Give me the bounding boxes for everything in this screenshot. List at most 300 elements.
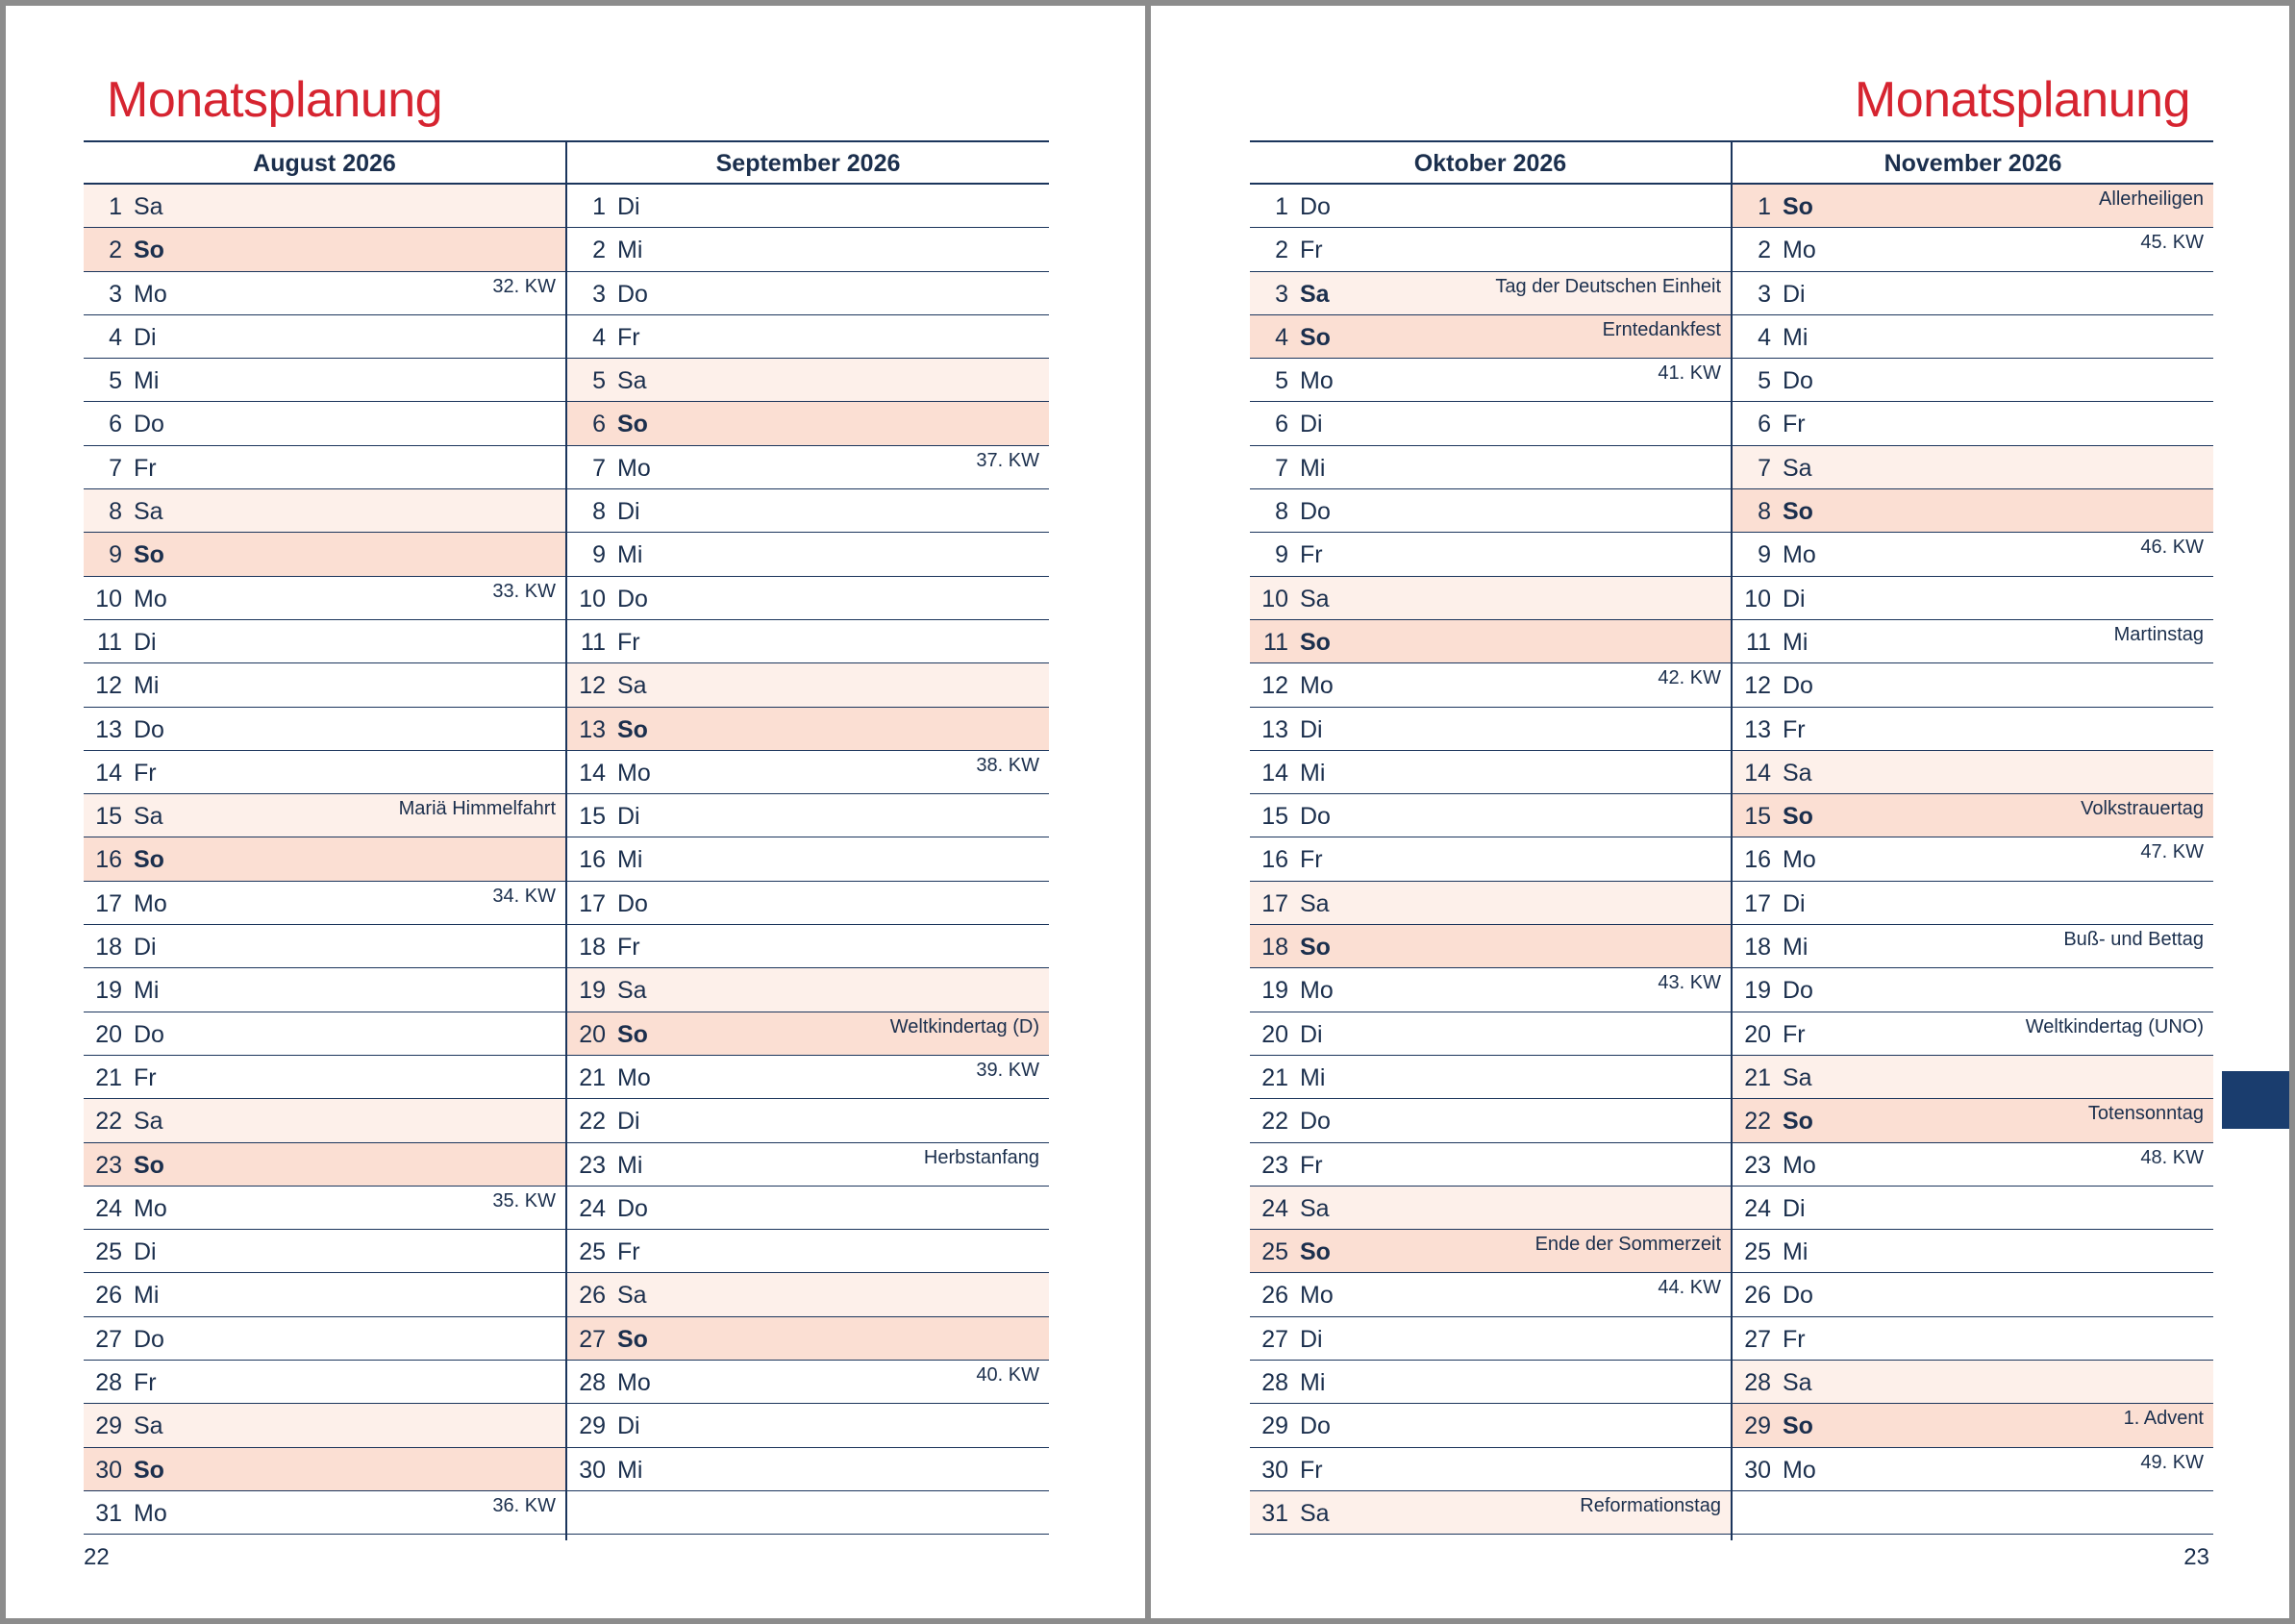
day-number: 16 (95, 846, 122, 874)
calendar-week-label: 46. KW (2140, 537, 2204, 559)
day-row[interactable] (567, 446, 1049, 489)
weekday-label: Fr (1783, 1020, 1806, 1048)
day-row[interactable] (1733, 620, 2213, 663)
day-row[interactable] (84, 1273, 565, 1316)
day-row[interactable] (84, 1187, 565, 1230)
day-row[interactable] (1250, 228, 1731, 271)
day-row[interactable] (1733, 446, 2213, 489)
day-row[interactable] (1733, 1056, 2213, 1099)
day-row[interactable] (84, 1491, 565, 1535)
day-row[interactable] (84, 1056, 565, 1099)
day-number: 17 (1744, 889, 1771, 917)
day-row[interactable] (84, 882, 565, 925)
calendar-week-label: 45. KW (2140, 232, 2204, 254)
weekday-label: Mo (617, 1369, 651, 1397)
day-row[interactable] (567, 925, 1049, 968)
weekday-label: Mo (1783, 237, 1816, 264)
weekday-label: Sa (1783, 759, 1812, 787)
day-number: 29 (1744, 1412, 1771, 1440)
calendar-week-label: 32. KW (492, 275, 556, 297)
day-number: 28 (579, 1369, 606, 1397)
day-row[interactable] (1250, 272, 1731, 315)
day-row[interactable] (567, 1187, 1049, 1230)
weekday-label: Sa (1783, 454, 1812, 482)
weekday-label: So (617, 1020, 648, 1048)
day-row[interactable] (1733, 315, 2213, 359)
month-column (84, 140, 565, 1540)
day-row[interactable] (1733, 882, 2213, 925)
weekday-label: Do (617, 280, 648, 308)
day-row[interactable] (1733, 1187, 2213, 1230)
weekday-label: Mi (1300, 454, 1326, 482)
calendar-week-label: 39. KW (976, 1059, 1039, 1081)
day-row[interactable] (1250, 1317, 1731, 1361)
weekday-label: So (1783, 1412, 1813, 1440)
day-number: 30 (95, 1456, 122, 1484)
weekday-label: Di (1300, 715, 1323, 743)
day-number: 1 (1275, 193, 1288, 220)
day-row[interactable] (1250, 1056, 1731, 1099)
page-number: 22 (84, 1544, 110, 1570)
holiday-label: Weltkindertag (UNO) (2025, 1015, 2204, 1037)
day-row[interactable] (84, 359, 565, 402)
day-row[interactable] (84, 751, 565, 794)
weekday-label: Mi (134, 367, 160, 395)
weekday-label: Di (1300, 1325, 1323, 1353)
weekday-label: Sa (1300, 889, 1330, 917)
weekday-label: Mo (1300, 1282, 1334, 1310)
weekday-label: Mi (1783, 934, 1809, 962)
weekday-label: Mi (1783, 628, 1809, 656)
day-row[interactable] (1250, 315, 1731, 359)
day-row[interactable] (567, 185, 1049, 228)
day-number: 27 (1744, 1325, 1771, 1353)
day-number: 7 (1758, 454, 1771, 482)
day-number: 30 (1261, 1456, 1288, 1484)
weekday-label: Fr (134, 1369, 157, 1397)
day-row[interactable] (567, 751, 1049, 794)
day-row[interactable] (1250, 968, 1731, 1012)
weekday-label: So (1300, 934, 1331, 962)
day-row[interactable] (1733, 1099, 2213, 1142)
calendar-week-label: 40. KW (976, 1364, 1039, 1387)
weekday-label: Di (1300, 411, 1323, 438)
weekday-label: Di (1300, 1020, 1323, 1048)
day-row[interactable] (1733, 968, 2213, 1012)
day-row[interactable] (1250, 620, 1731, 663)
day-row[interactable] (1733, 1273, 2213, 1316)
day-row[interactable] (567, 968, 1049, 1012)
day-number: 6 (1758, 411, 1771, 438)
day-row[interactable] (1733, 794, 2213, 837)
day-number: 18 (1744, 934, 1771, 962)
day-row[interactable] (1733, 185, 2213, 228)
day-row[interactable] (567, 1099, 1049, 1142)
weekday-label: Do (617, 889, 648, 917)
page-number: 23 (2183, 1544, 2209, 1570)
day-row[interactable] (84, 708, 565, 751)
page-title: Monatsplanung (1854, 72, 2190, 128)
holiday-label: Totensonntag (2087, 1103, 2204, 1125)
day-row[interactable] (1250, 751, 1731, 794)
weekday-label: Fr (1783, 715, 1806, 743)
day-row[interactable] (84, 1099, 565, 1142)
holiday-label: Mariä Himmelfahrt (398, 798, 556, 820)
day-row[interactable] (1250, 577, 1731, 620)
day-number: 21 (1261, 1063, 1288, 1091)
calendar-week-label: 47. KW (2140, 841, 2204, 863)
day-row[interactable] (84, 185, 565, 228)
weekday-label: Di (617, 1412, 640, 1440)
month-header: August 2026 (84, 142, 565, 185)
day-number: 21 (579, 1063, 606, 1091)
weekday-label: Mi (1783, 323, 1809, 351)
day-row[interactable] (567, 1273, 1049, 1316)
day-number: 2 (109, 237, 122, 264)
weekday-label: Sa (617, 672, 647, 700)
holiday-label: Herbstanfang (923, 1146, 1039, 1168)
day-number: 30 (579, 1456, 606, 1484)
weekday-label: Mo (1783, 1151, 1816, 1179)
weekday-label: So (134, 541, 164, 569)
day-number: 6 (1275, 411, 1288, 438)
weekday-label: So (617, 411, 648, 438)
day-row[interactable] (84, 1317, 565, 1361)
weekday-label: Di (134, 934, 157, 962)
holiday-label: Allerheiligen (2099, 188, 2204, 210)
day-number: 6 (592, 411, 606, 438)
day-row[interactable] (1733, 533, 2213, 576)
day-row[interactable] (84, 315, 565, 359)
day-number: 5 (109, 367, 122, 395)
day-row[interactable] (1733, 489, 2213, 533)
weekday-label: Fr (1300, 846, 1323, 874)
day-row[interactable] (1250, 837, 1731, 881)
calendar-grid (84, 140, 1049, 1540)
weekday-label: Sa (1783, 1369, 1812, 1397)
day-row[interactable] (1733, 663, 2213, 707)
holiday-label: Ende der Sommerzeit (1534, 1234, 1721, 1256)
day-row[interactable] (84, 1361, 565, 1404)
calendar-week-label: 48. KW (2140, 1146, 2204, 1168)
day-row[interactable] (84, 968, 565, 1012)
day-number: 2 (592, 237, 606, 264)
day-row[interactable] (567, 663, 1049, 707)
day-row[interactable] (567, 620, 1049, 663)
day-number: 16 (1261, 846, 1288, 874)
day-row[interactable] (84, 620, 565, 663)
day-number: 19 (95, 977, 122, 1005)
day-number: 11 (97, 628, 122, 656)
day-row[interactable] (567, 1404, 1049, 1447)
weekday-label: So (1300, 628, 1331, 656)
day-number: 4 (1758, 323, 1771, 351)
day-row[interactable] (1250, 1099, 1731, 1142)
day-number: 10 (1261, 585, 1288, 612)
day-row[interactable] (567, 1361, 1049, 1404)
weekday-label: Mo (1300, 672, 1334, 700)
day-number: 21 (1744, 1063, 1771, 1091)
day-row[interactable] (1733, 1404, 2213, 1447)
weekday-label: So (617, 715, 648, 743)
day-number: 11 (1263, 628, 1288, 656)
day-number: 15 (1261, 803, 1288, 831)
day-row[interactable] (1733, 1361, 2213, 1404)
day-row[interactable] (84, 1448, 565, 1491)
day-row[interactable] (84, 925, 565, 968)
day-row[interactable] (1250, 359, 1731, 402)
day-number: 5 (1275, 367, 1288, 395)
day-number: 7 (592, 454, 606, 482)
day-row[interactable] (567, 708, 1049, 751)
day-row[interactable] (1733, 1230, 2213, 1273)
day-row[interactable] (1250, 1491, 1731, 1535)
weekday-label: Di (1783, 585, 1806, 612)
calendar-week-label: 37. KW (976, 449, 1039, 471)
weekday-label: Mo (1300, 977, 1334, 1005)
day-row[interactable] (1733, 1317, 2213, 1361)
day-row[interactable] (1733, 228, 2213, 271)
holiday-label: Reformationstag (1580, 1494, 1721, 1516)
day-number: 16 (1744, 846, 1771, 874)
day-number: 26 (1261, 1282, 1288, 1310)
month-column (1250, 140, 1731, 1540)
weekday-label: Sa (1300, 1499, 1330, 1527)
day-number: 3 (1275, 280, 1288, 308)
day-number: 24 (1744, 1194, 1771, 1222)
holiday-label: Martinstag (2113, 623, 2204, 645)
calendar-week-label: 43. KW (1658, 972, 1721, 994)
day-row[interactable] (1733, 925, 2213, 968)
day-row[interactable] (567, 1230, 1049, 1273)
day-number: 26 (579, 1282, 606, 1310)
day-row[interactable] (567, 837, 1049, 881)
day-number: 2 (1758, 237, 1771, 264)
day-number: 12 (1261, 672, 1288, 700)
day-row[interactable] (567, 228, 1049, 271)
day-number: 18 (95, 934, 122, 962)
day-row[interactable] (567, 882, 1049, 925)
day-number: 29 (579, 1412, 606, 1440)
day-row[interactable] (1733, 359, 2213, 402)
day-row[interactable] (84, 489, 565, 533)
day-number: 15 (1744, 803, 1771, 831)
weekday-label: Mo (134, 280, 167, 308)
weekday-label: Fr (134, 759, 157, 787)
day-row[interactable] (567, 315, 1049, 359)
day-number: 28 (95, 1369, 122, 1397)
day-row[interactable] (567, 1317, 1049, 1361)
day-number: 4 (109, 323, 122, 351)
day-number: 1 (109, 193, 122, 220)
day-row[interactable] (567, 1012, 1049, 1056)
day-row[interactable] (567, 1143, 1049, 1187)
day-number: 9 (109, 541, 122, 569)
day-row[interactable] (84, 837, 565, 881)
day-row[interactable] (84, 1404, 565, 1447)
day-number: 20 (579, 1020, 606, 1048)
day-number: 26 (1744, 1282, 1771, 1310)
day-number: 30 (1744, 1456, 1771, 1484)
day-number: 8 (1275, 498, 1288, 526)
day-row[interactable] (1250, 446, 1731, 489)
day-row[interactable] (1250, 1187, 1731, 1230)
weekday-label: Mi (1300, 1369, 1326, 1397)
day-row[interactable] (84, 794, 565, 837)
day-row[interactable] (84, 446, 565, 489)
day-row[interactable] (1733, 837, 2213, 881)
day-row[interactable] (1250, 1448, 1731, 1491)
register-tab[interactable] (2222, 1071, 2289, 1129)
day-row[interactable] (1250, 663, 1731, 707)
day-row[interactable] (1250, 794, 1731, 837)
day-number: 10 (1744, 585, 1771, 612)
day-row[interactable] (1733, 708, 2213, 751)
day-row[interactable] (84, 272, 565, 315)
day-row[interactable] (567, 1448, 1049, 1491)
day-row[interactable] (1250, 882, 1731, 925)
day-number: 25 (95, 1238, 122, 1266)
weekday-label: Mi (1300, 1063, 1326, 1091)
day-row[interactable] (567, 794, 1049, 837)
weekday-label: So (1783, 498, 1813, 526)
day-row[interactable] (1250, 1273, 1731, 1316)
weekday-label: Di (617, 498, 640, 526)
weekday-label: Mi (617, 1456, 643, 1484)
day-number: 18 (579, 934, 606, 962)
day-row[interactable] (1733, 577, 2213, 620)
weekday-label: Do (1783, 1282, 1813, 1310)
day-number: 13 (95, 715, 122, 743)
day-number: 29 (95, 1412, 122, 1440)
day-row[interactable] (84, 402, 565, 445)
day-number: 20 (1744, 1020, 1771, 1048)
calendar-week-label: 34. KW (492, 885, 556, 907)
month-header: September 2026 (567, 142, 1049, 185)
day-number: 19 (1744, 977, 1771, 1005)
day-number: 23 (1261, 1151, 1288, 1179)
weekday-label: Do (1300, 193, 1331, 220)
day-row[interactable] (1733, 1448, 2213, 1491)
calendar-week-label: 33. KW (492, 580, 556, 602)
holiday-label: Weltkindertag (D) (889, 1015, 1039, 1037)
day-number: 28 (1744, 1369, 1771, 1397)
weekday-label: Fr (1300, 541, 1323, 569)
day-number: 9 (1275, 541, 1288, 569)
weekday-label: Di (134, 323, 157, 351)
day-row[interactable] (567, 533, 1049, 576)
weekday-label: Di (1783, 1194, 1806, 1222)
day-list (84, 185, 565, 1535)
day-row[interactable] (1733, 1143, 2213, 1187)
day-row[interactable] (567, 577, 1049, 620)
day-row[interactable] (567, 402, 1049, 445)
day-number: 15 (95, 803, 122, 831)
holiday-label: Buß- und Bettag (2063, 929, 2204, 951)
day-row[interactable] (1250, 185, 1731, 228)
weekday-label: So (1783, 1108, 1813, 1136)
day-number: 13 (1744, 715, 1771, 743)
day-row[interactable] (1250, 533, 1731, 576)
weekday-label: Mi (1300, 759, 1326, 787)
month-header: Oktober 2026 (1250, 142, 1731, 185)
day-row[interactable] (84, 1012, 565, 1056)
weekday-label: Do (134, 411, 164, 438)
page-title: Monatsplanung (107, 72, 443, 128)
day-number: 10 (579, 585, 606, 612)
day-number: 13 (1261, 715, 1288, 743)
day-row[interactable] (84, 1230, 565, 1273)
weekday-label: Sa (617, 1282, 647, 1310)
day-row[interactable] (567, 272, 1049, 315)
weekday-label: Mi (1783, 1238, 1809, 1266)
day-row[interactable] (1250, 1230, 1731, 1273)
day-row[interactable] (567, 489, 1049, 533)
day-row[interactable] (567, 1056, 1049, 1099)
day-row[interactable] (1733, 1012, 2213, 1056)
empty-day-row (1733, 1491, 2213, 1535)
day-number: 19 (579, 977, 606, 1005)
weekday-label: Fr (617, 628, 640, 656)
day-number: 1 (1758, 193, 1771, 220)
day-row[interactable] (1250, 489, 1731, 533)
weekday-label: Sa (134, 498, 163, 526)
day-number: 7 (109, 454, 122, 482)
day-row[interactable] (84, 577, 565, 620)
day-row[interactable] (84, 663, 565, 707)
day-number: 21 (95, 1063, 122, 1091)
weekday-label: Sa (1783, 1063, 1812, 1091)
weekday-label: Fr (617, 323, 640, 351)
day-row[interactable] (84, 228, 565, 271)
day-row[interactable] (1250, 708, 1731, 751)
weekday-label: So (617, 1325, 648, 1353)
day-number: 8 (592, 498, 606, 526)
day-number: 22 (579, 1108, 606, 1136)
day-number: 2 (1275, 237, 1288, 264)
day-row[interactable] (1250, 925, 1731, 968)
weekday-label: Mo (1783, 846, 1816, 874)
day-row[interactable] (1250, 1143, 1731, 1187)
weekday-label: Do (1300, 498, 1331, 526)
weekday-label: Di (134, 628, 157, 656)
day-row[interactable] (1733, 402, 2213, 445)
day-number: 26 (95, 1282, 122, 1310)
weekday-label: So (134, 1151, 164, 1179)
day-number: 24 (95, 1194, 122, 1222)
day-row[interactable] (1733, 751, 2213, 794)
weekday-label: Mo (134, 1499, 167, 1527)
day-row[interactable] (84, 533, 565, 576)
day-number: 18 (1261, 934, 1288, 962)
day-row[interactable] (84, 1143, 565, 1187)
weekday-label: Mo (1300, 367, 1334, 395)
calendar-grid (1250, 140, 2213, 1540)
day-number: 25 (1744, 1238, 1771, 1266)
day-row[interactable] (567, 359, 1049, 402)
weekday-label: Di (617, 803, 640, 831)
weekday-label: Sa (134, 193, 163, 220)
weekday-label: Sa (617, 977, 647, 1005)
day-row[interactable] (1250, 1361, 1731, 1404)
day-row[interactable] (1733, 272, 2213, 315)
day-row[interactable] (1250, 402, 1731, 445)
day-number: 5 (592, 367, 606, 395)
day-row[interactable] (1250, 1012, 1731, 1056)
day-row[interactable] (1250, 1404, 1731, 1447)
weekday-label: Di (617, 1108, 640, 1136)
calendar-week-label: 44. KW (1658, 1277, 1721, 1299)
